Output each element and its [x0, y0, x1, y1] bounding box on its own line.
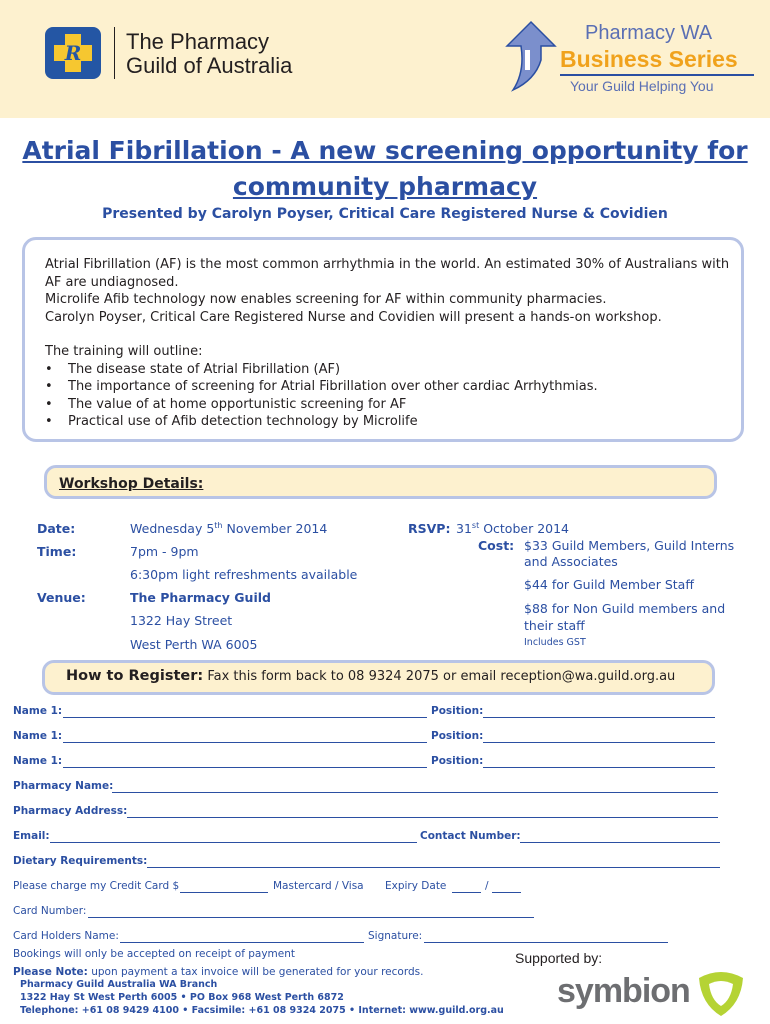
outline-item: • The disease state of Atrial Fibrillation (AF) — [45, 361, 745, 379]
dietary-label: Dietary Requirements: — [13, 855, 148, 867]
expiry-month-field[interactable] — [452, 892, 481, 893]
venue-city: West Perth WA 6005 — [130, 637, 258, 652]
position-3-field[interactable] — [483, 767, 715, 768]
pharmacy-name-label: Pharmacy Name: — [13, 780, 114, 792]
gst-note: Includes GST — [524, 637, 586, 648]
email-label: Email: — [13, 830, 50, 842]
intro-paragraph-3: Carolyn Poyser, Critical Care Registered Nurse and Covidien will present a hands-on workshop. — [45, 309, 662, 325]
card-number-field[interactable] — [88, 917, 534, 918]
presenter-line: Presented by Carolyn Poyser, Critical Care Registered Nurse & Covidien — [102, 206, 668, 222]
rsvp-date: 31st October 2014 — [456, 521, 570, 537]
series-tagline: Your Guild Helping You — [570, 78, 714, 94]
venue-street: 1322 Hay Street — [130, 613, 233, 628]
pharmacy-name-field[interactable] — [112, 792, 718, 793]
symbion-logo-icon — [695, 968, 747, 1018]
intro-paragraph-2: Microlife Afib technology now enables screening for AF within community pharmacies. — [45, 292, 607, 307]
position-1-field[interactable] — [483, 717, 715, 718]
outline-list — [45, 361, 745, 431]
guild-name-line2: Guild of Australia — [126, 53, 293, 78]
time-label: Time: — [37, 544, 77, 559]
card-number-label: Card Number: — [13, 905, 87, 917]
position-1-label: Position: — [431, 705, 484, 717]
series-name: Business Series — [560, 46, 738, 72]
position-2-field[interactable] — [483, 742, 715, 743]
register-heading: How to Register: Fax this form back to 08 9324 2075 or email reception@wa.guild.org.au — [66, 668, 676, 684]
tax-invoice-note: Please Note: upon payment a tax invoice will be generated for your records. — [13, 966, 424, 978]
business-series-arrow-icon — [505, 20, 557, 92]
venue-name: The Pharmacy Guild — [130, 590, 271, 605]
cost-staff: $44 for Guild Member Staff — [524, 577, 694, 592]
expiry-label: Expiry Date — [385, 880, 447, 892]
logo-divider — [114, 27, 115, 79]
expiry-year-field[interactable] — [492, 892, 521, 893]
email-field[interactable] — [50, 842, 417, 843]
footer-org: Pharmacy Guild Australia WA Branch — [20, 979, 218, 990]
supported-by-label: Supported by: — [515, 950, 603, 966]
name-1-label: Name 1: — [13, 705, 63, 717]
pharmacy-address-field[interactable] — [127, 817, 718, 818]
signature-field[interactable] — [424, 942, 668, 943]
logo-letter: R — [64, 41, 82, 65]
footer-address: 1322 Hay St West Perth 6005 • PO Box 968 West Perth 6872 — [20, 992, 344, 1003]
outline-heading: The training will outline: — [45, 344, 203, 359]
card-holder-label: Card Holders Name: — [13, 930, 119, 942]
refreshments-note: 6:30pm light refreshments available — [130, 567, 358, 582]
name-3-label: Name 1: — [13, 755, 63, 767]
symbion-logo-text: symbion — [557, 972, 690, 1010]
title-line1: Atrial Fibrillation - A new screening opportunity for — [22, 136, 748, 165]
contact-number-field[interactable] — [520, 842, 720, 843]
position-3-label: Position: — [431, 755, 484, 767]
guild-name — [126, 30, 292, 78]
contact-number-label: Contact Number: — [420, 830, 521, 842]
intro-text — [45, 256, 745, 431]
expiry-separator: / — [485, 880, 489, 892]
signature-label: Signature: — [368, 930, 423, 942]
guild-name-line1: The Pharmacy — [126, 29, 270, 54]
pharmacy-address-label: Pharmacy Address: — [13, 805, 128, 817]
outline-item: • Practical use of Afib detection technology by Microlife — [45, 413, 745, 431]
workshop-heading: Workshop Details: — [59, 476, 204, 492]
date-label: Date: — [37, 521, 76, 536]
date-value: Wednesday 5th November 2014 — [130, 521, 328, 537]
name-2-label: Name 1: — [13, 730, 63, 742]
cost-non-members: $88 for Non Guild members and their staff — [524, 601, 726, 633]
charge-label: Please charge my Credit Card $ — [13, 880, 180, 892]
guild-logo-icon — [45, 27, 101, 79]
title-line2: community pharmacy — [232, 172, 538, 201]
cost-members: $33 Guild Members, Guild Interns and Associates — [524, 538, 735, 569]
dietary-field[interactable] — [147, 867, 720, 868]
outline-item: • The importance of screening for Atrial Fibrillation over other cardiac Arrhythmias. — [45, 378, 745, 396]
name-1-field[interactable] — [63, 717, 427, 718]
series-divider — [560, 74, 754, 76]
rsvp-label: RSVP: — [408, 521, 451, 536]
page-title — [20, 133, 750, 205]
name-3-field[interactable] — [63, 767, 427, 768]
time-value: 7pm - 9pm — [130, 544, 199, 559]
card-types: Mastercard / Visa — [273, 880, 364, 892]
register-instructions: Fax this form back to 08 9324 2075 or email reception@wa.guild.org.au — [207, 669, 676, 684]
series-title: Pharmacy WA — [585, 22, 713, 44]
name-2-field[interactable] — [63, 742, 427, 743]
card-holder-field[interactable] — [120, 942, 364, 943]
charge-amount-field[interactable] — [180, 892, 268, 893]
intro-paragraph-1: Atrial Fibrillation (AF) is the most common arrhythmia in the world. An estimated 30% of Australians with AF are undiagnosed. — [45, 257, 730, 290]
footer-contact: Telephone: +61 08 9429 4100 • Facsimile: +61 08 9324 2075 • Internet: www.guild.org.au — [20, 1005, 504, 1016]
outline-item: • The value of at home opportunistic screening for AF — [45, 396, 745, 414]
bookings-note: Bookings will only be accepted on receipt of payment — [13, 948, 296, 960]
venue-label: Venue: — [37, 590, 86, 605]
cost-label: Cost: — [478, 538, 515, 553]
position-2-label: Position: — [431, 730, 484, 742]
